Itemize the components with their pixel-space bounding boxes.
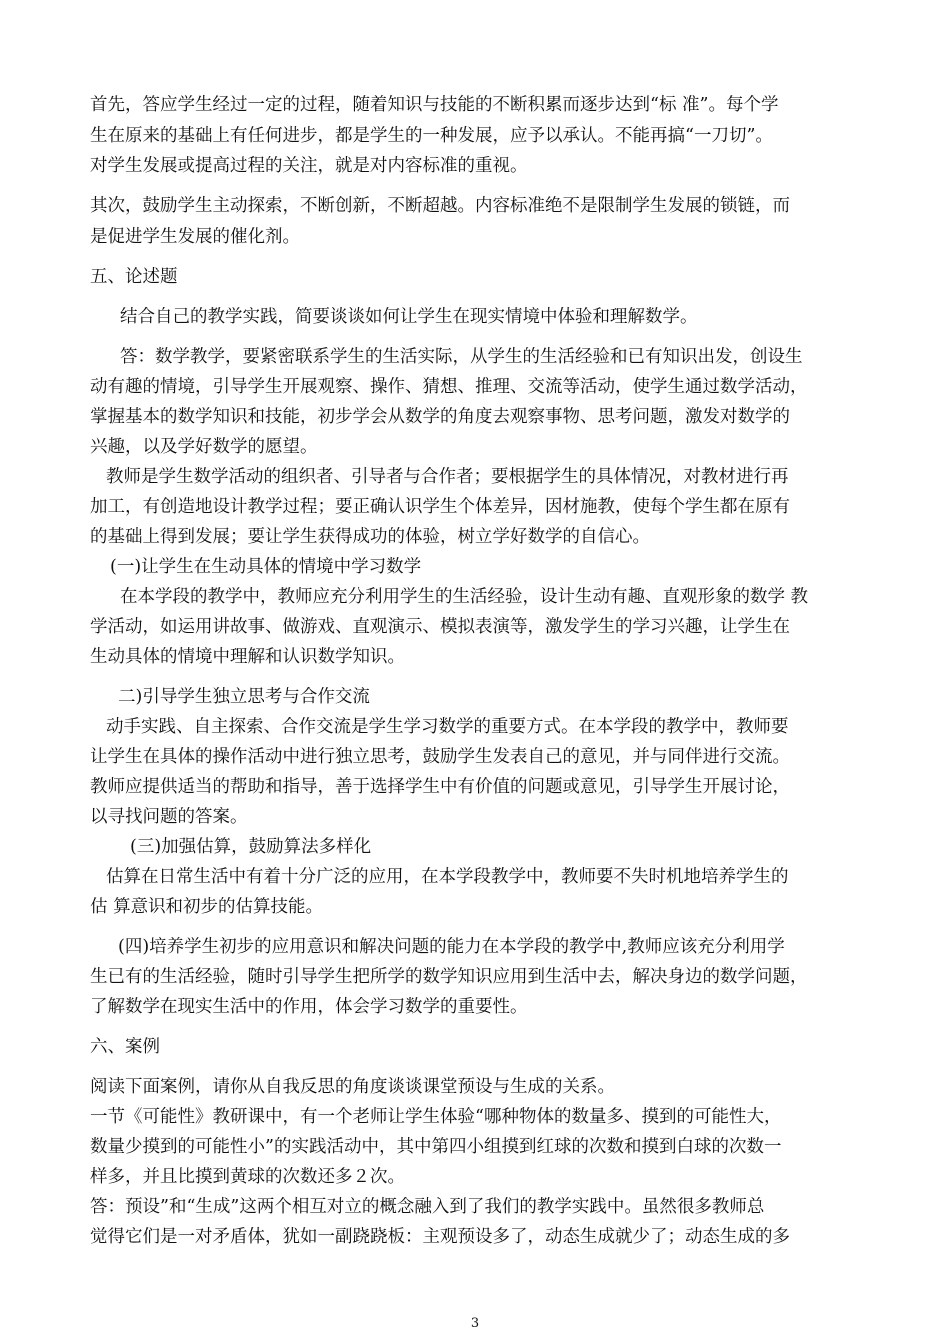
text-line: 生在原来的基础上有任何进步，都是学生的一种发展，应予以承认。不能再搞“一刀切”。 <box>90 126 773 146</box>
text-line: 估 算意识和初步的估算技能。 <box>90 897 324 917</box>
text-line: 动有趣的情境，引导学生开展观察、操作、猜想、推理、交流等活动，使学生通过数学活动， <box>90 377 808 397</box>
text-line: 让学生在具体的操作活动中进行独立思考，鼓励学生发表自己的意见，并与同伴进行交流。 <box>90 747 790 767</box>
text-line: 教师应提供适当的帮助和指导，善于选择学生中有价值的问题或意见，引导学生开展讨论， <box>90 777 790 797</box>
text-line: 是促进学生发展的催化剂。 <box>90 227 300 247</box>
text-line: 对学生发展或提高过程的关注，就是对内容标准的重视。 <box>90 156 528 176</box>
answer-line: 答：数学教学，要紧密联系学生的生活实际，从学生的生活经验和已有知识出发，创设生 <box>120 347 803 367</box>
text-line: 生已有的生活经验，随时引导学生把所学的数学知识应用到生活中去，解决身边的数学问题， <box>90 967 808 987</box>
section-heading: 五、论述题 <box>90 267 178 287</box>
section-heading: 六、案例 <box>90 1037 160 1057</box>
text-line: 数量少摸到的可能性小”的实践活动中，其中第四小组摸到红球的次数和摸到白球的次数一 <box>90 1137 782 1157</box>
text-line: 其次，鼓励学生主动探索，不断创新，不断超越。内容标准绝不是限制学生发展的锁链，而 <box>90 196 790 216</box>
text-line: 的基础上得到发展；要让学生获得成功的体验，树立学好数学的自信心。 <box>90 527 650 547</box>
text-line: 学活动，如运用讲故事、做游戏、直观演示、模拟表演等，激发学生的学习兴趣，让学生在 <box>90 617 790 637</box>
text-line: 阅读下面案例，请你从自我反思的角度谈谈课堂预设与生成的关系。 <box>90 1077 615 1097</box>
text-line: 在本学段的教学中，教师应充分利用学生的生活经验，设计生动有趣、直观形象的数学 教 <box>120 587 809 607</box>
question-text: 结合自己的教学实践，简要谈谈如何让学生在现实情境中体验和理解数学。 <box>120 307 698 327</box>
text-line: 兴趣，以及学好数学的愿望。 <box>90 437 318 457</box>
text-line: 估算在日常生活中有着十分广泛的应用，在本学段教学中，教师要不失时机地培养学生的 <box>106 867 789 887</box>
text-line: 首先，答应学生经过一定的过程，随着知识与技能的不断积累而逐步达到“标 准”。每个学 <box>90 95 779 115</box>
text-line: 教师是学生数学活动的组织者、引导者与合作者；要根据学生的具体情况，对教材进行再 <box>106 467 789 487</box>
text-line: 一节《可能性》教研课中，有一个老师让学生体验“哪种物体的数量多、摸到的可能性大， <box>90 1107 782 1127</box>
text-line: 生动具体的情境中理解和认识数学知识。 <box>90 647 405 667</box>
text-line: 觉得它们是一对矛盾体，犹如一副跷跷板：主观预设多了，动态生成就少了；动态生成的多 <box>90 1227 790 1247</box>
text-line: 加工，有创造地设计教学过程；要正确认识学生个体差异，因材施教，使每个学生都在原有 <box>90 497 790 517</box>
text-line: 动手实践、自主探索、合作交流是学生学习数学的重要方式。在本学段的教学中，教师要 <box>106 717 789 737</box>
page-number: 3 <box>470 1316 480 1331</box>
text-line: 了解数学在现实生活中的作用，体会学习数学的重要性。 <box>90 997 528 1017</box>
text-line: 掌握基本的数学知识和技能，初步学会从数学的角度去观察事物、思考问题，激发对数学的 <box>90 407 790 427</box>
subheading: (一)让学生在生动具体的情境中学习数学 <box>110 557 422 577</box>
text-line: 样多，并且比摸到黄球的次数还多２次。 <box>90 1167 405 1187</box>
text-line: 以寻找问题的答案。 <box>90 807 248 827</box>
answer-line: 答：预设”和“生成”这两个相互对立的概念融入到了我们的教学实践中。虽然很多教师总 <box>90 1197 765 1217</box>
subheading: 二)引导学生独立思考与合作交流 <box>118 687 370 707</box>
subheading: (四)培养学生初步的应用意识和解决问题的能力在本学段的教学中,教师应该充分利用学 <box>118 937 785 957</box>
subheading: (三)加强估算，鼓励算法多样化 <box>130 837 372 857</box>
